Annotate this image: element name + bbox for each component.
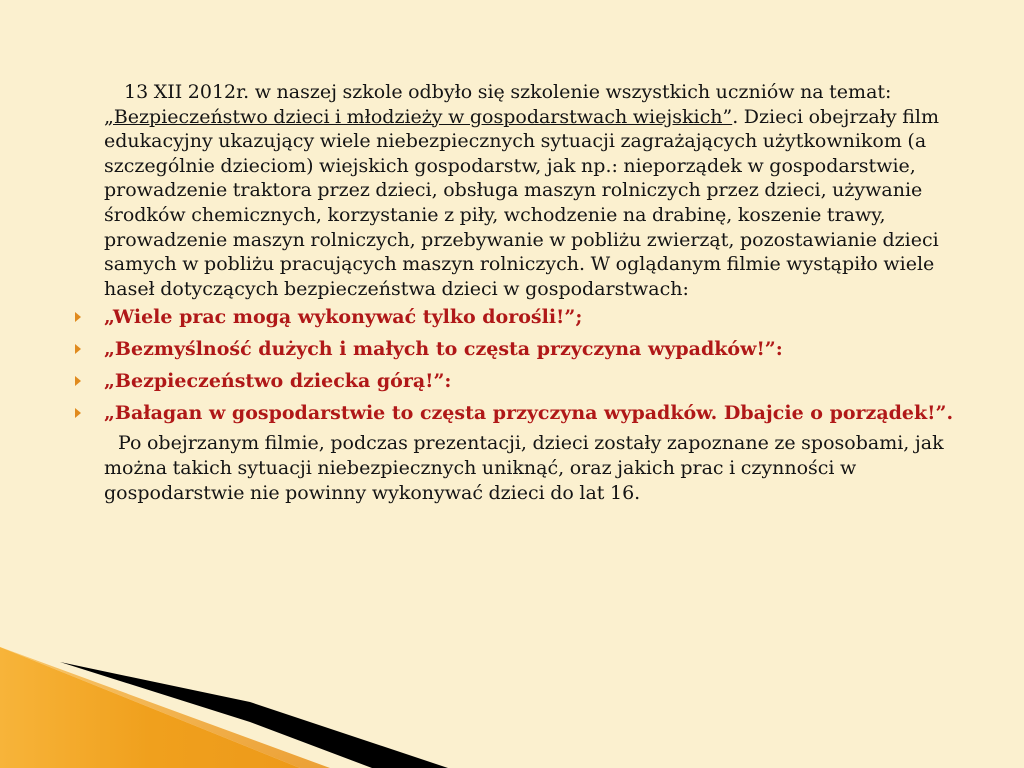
triangle-right-icon — [75, 344, 81, 354]
slogan-item — [104, 369, 964, 394]
intro-paragraph — [104, 80, 964, 301]
triangle-right-icon — [75, 376, 81, 386]
slogan-item — [104, 305, 964, 330]
orange-swoosh-highlight — [0, 647, 330, 768]
black-stripe — [60, 662, 448, 768]
slogan-text: „Bałagan w gospodarstwie to częsta przyczyna wypadków. Dbajcie o porządek!”. — [104, 402, 954, 425]
training-topic: „Bezpieczeństwo dzieci i młodzieży w gospodarstwach wiejskich” — [104, 105, 733, 128]
triangle-right-icon — [75, 312, 81, 322]
slogan-list — [104, 305, 964, 426]
closing-paragraph — [104, 431, 964, 505]
slogan-item — [104, 401, 964, 426]
intro-text-before: 13 XII 2012r. w naszej szkole odbyło się szkolenie wszystkich uczniów na temat: — [124, 81, 892, 103]
slogan-text: „Bezmyślność dużych i małych to częsta przyczyna wypadków!”: — [104, 338, 783, 361]
slogan-text: „Wiele prac mogą wykonywać tylko dorośli!”; — [104, 306, 583, 329]
orange-swoosh — [0, 647, 300, 768]
triangle-right-icon — [75, 408, 81, 418]
intro-text-after: . Dzieci obejrzały film edukacyjny ukazujący wiele niebezpiecznych sytuacji zagrażających użytkownikom (a szczególnie dzieciom) wiejskich gospodarstw, jak np.: nieporządek w gospodarstwie, prowadzenie traktora przez dzieci, obsługa maszyn rolniczych przez dzieci, używanie środków chemicznych, korzystanie z piły, wchodzenie na drabinę, koszenie trawy, prowadzenie maszyn rolniczych, przebywanie w pobliżu zwierząt, pozostawianie dzieci samych w pobliżu pracujących maszyn rolniczych. W oglądanym filmie wystąpiło wiele haseł dotyczących bezpieczeństwa dzieci w gospodarstwach: — [104, 105, 939, 300]
slogan-text: „Bezpieczeństwo dziecka górą!”: — [104, 370, 452, 393]
slogan-item — [104, 337, 964, 362]
closing-text: Po obejrzanym filmie, podczas prezentacji, dzieci zostały zapoznane ze sposobami, jak można takich sytuacji niebezpiecznych uniknąć, oraz jakich prac i czynności w gospodarstwie nie powinny wykonywać dzieci do lat 16. — [104, 432, 944, 504]
slide-content — [104, 80, 964, 505]
